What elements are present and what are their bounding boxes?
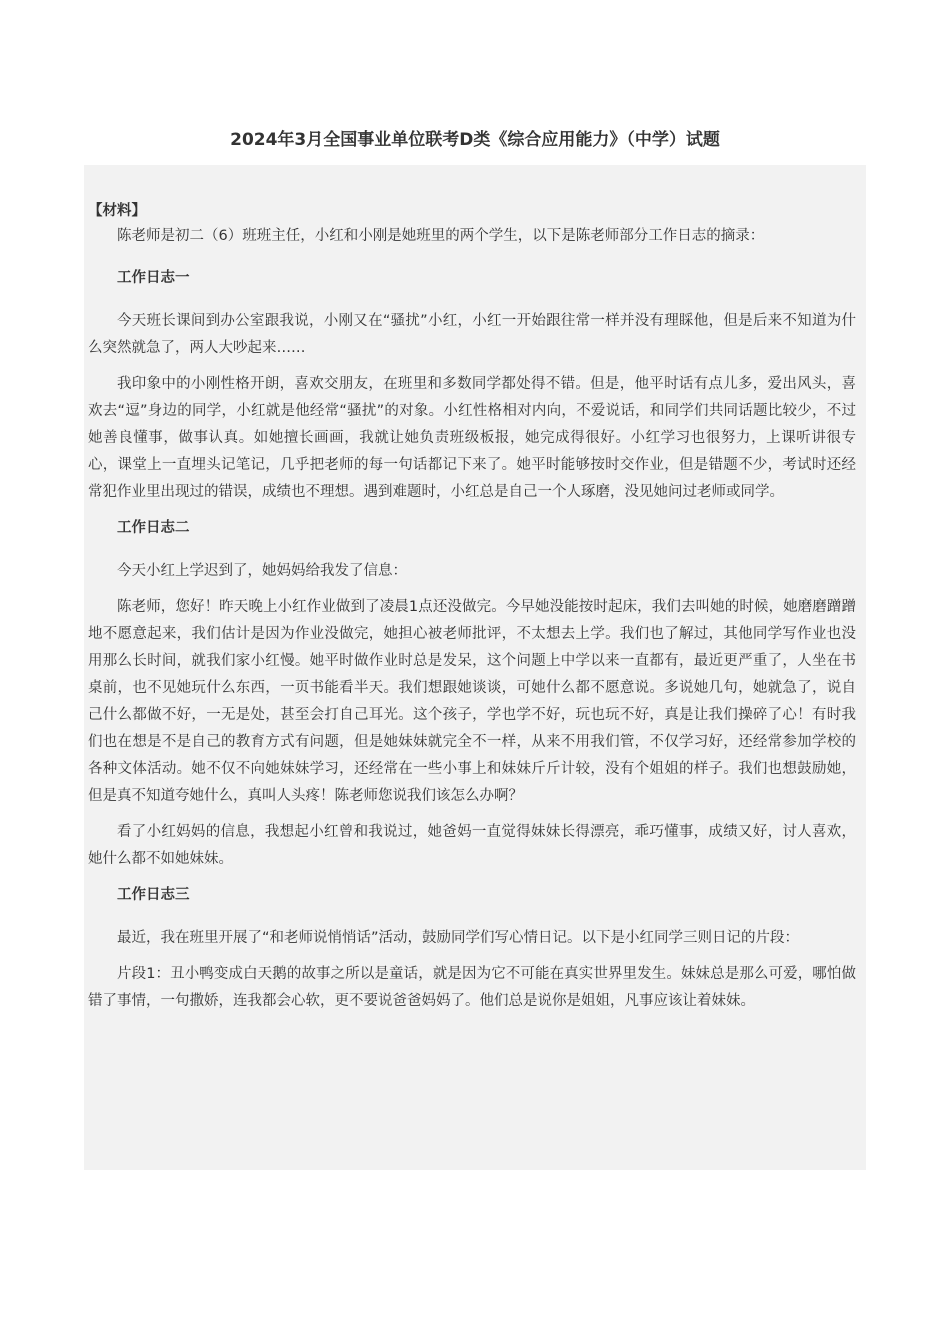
log-1-heading: 工作日志一 — [117, 270, 190, 286]
log-2-paragraph-2: 陈老师，您好！昨天晚上小红作业做到了凌晨1点还没做完。今早她没能按时起床，我们去叫她的时候，她磨磨蹭蹭地不愿意起来，我们估计是因为作业没做完，她担心被老师批评，不太想去上学。我们也了解过，其他同学写作业也没用那么长时间，就我们家小红慢。她平时做作业时总是发呆，这个问题上中学以来一直都有，最近更严重了，人坐在书桌前，也不见她玩什么东西，一页书能看半天。我们想跟她谈谈，可她什么都不愿意说。多说她几句，她就急了，说自己什么都做不好，一无是处，甚至会打自己耳光。这个孩子，学也学不好，玩也玩不好，真是让我们操碎了心！有时我们也在想是不是自己的教育方式有问题，但是她妹妹就完全不一样，从来不用我们管，不仅学习好，还经常参加学校的各种文体活动。她不仅不向她妹妹学习，还经常在一些小事上和妹妹斤斤计较，没有个姐姐的样子。我们也想鼓励她，但是真不知道夸她什么，真叫人头疼！陈老师您说我们该怎么办啊？ — [88, 599, 856, 804]
log-3-paragraph-2: 片段1：丑小鸭变成白天鹅的故事之所以是童话，就是因为它不可能在真实世界里发生。妹妹总是那么可爱，哪怕做错了事情，一句撒娇，连我都会心软，更不要说爸爸妈妈了。他们总是说你是姐姐，凡事应该让着妹妹。 — [88, 966, 856, 1009]
document-title: 2024年3月全国事业单位联考D类《综合应用能力》（中学）试题 — [230, 130, 720, 150]
log-2-heading: 工作日志二 — [117, 520, 190, 536]
log-1-paragraph-2: 我印象中的小刚性格开朗，喜欢交朋友，在班里和多数同学都处得不错。但是，他平时话有点儿多，爱出风头，喜欢去“逗”身边的同学，小红就是他经常“骚扰”的对象。小红性格相对内向，不爱说话，和同学们共同话题比较少，不过她善良懂事，做事认真。如她擅长画画，我就让她负责班级板报，她完成得很好。小红学习也很努力，上课听讲很专心，课堂上一直埋头记笔记，几乎把老师的每一句话都记下来了。她平时能够按时交作业，但是错题不少，考试时还经常犯作业里出现过的错误，成绩也不理想。遇到难题时，小红总是自己一个人琢磨，没见她问过老师或同学。 — [88, 376, 856, 500]
material-label: 【材料】 — [88, 203, 146, 219]
material-panel — [84, 165, 866, 1170]
log-3-heading: 工作日志三 — [117, 887, 190, 903]
log-2-paragraph-3: 看了小红妈妈的信息，我想起小红曾和我说过，她爸妈一直觉得妹妹长得漂亮，乖巧懂事，成绩又好，讨人喜欢，她什么都不如她妹妹。 — [88, 824, 856, 867]
log-3-paragraph-1: 最近，我在班里开展了“和老师说悄悄话”活动，鼓励同学们写心情日记。以下是小红同学三则日记的片段： — [117, 930, 800, 946]
log-1-paragraph-1: 今天班长课间到办公室跟我说，小刚又在“骚扰”小红，小红一开始跟往常一样并没有理睬他，但是后来不知道为什么突然就急了，两人大吵起来…… — [88, 313, 856, 356]
intro-paragraph: 陈老师是初二（6）班班主任，小红和小刚是她班里的两个学生，以下是陈老师部分工作日志的摘录： — [117, 228, 765, 244]
log-2-paragraph-1: 今天小红上学迟到了，她妈妈给我发了信息： — [117, 563, 407, 579]
